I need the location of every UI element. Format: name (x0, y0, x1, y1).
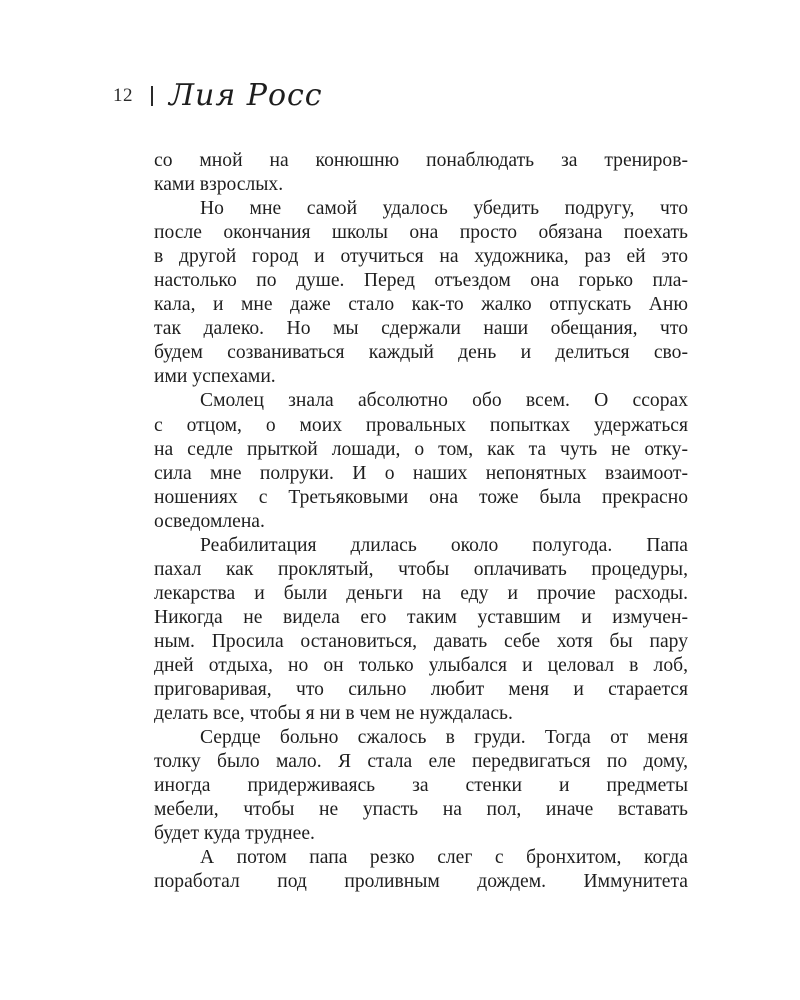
text-line: приговаривая, что сильно любит меня и старается (154, 679, 688, 701)
text-line: ным. Просила остановиться, давать себе хотя бы пару (154, 630, 688, 652)
text-line: Сердце больно сжалось в груди. Тогда от меня (200, 727, 688, 749)
text-line: делать все, чтобы я ни в чем не нуждалась. (154, 703, 513, 725)
text-line: со мной на конюшню понаблюдать за трениров- (154, 150, 688, 171)
running-header (113, 76, 323, 116)
text-line: иногда придерживаясь за стенки и предметы (154, 775, 688, 797)
header-separator (151, 86, 153, 106)
text-line: поработал под проливным дождем. Иммунитета (154, 871, 688, 893)
text-line: ношениях с Третьяковыми она тоже была прекрасно (154, 486, 688, 508)
text-line: после окончания школы она просто обязана поехать (154, 222, 688, 244)
text-line: настолько по душе. Перед отъездом она горько пла- (154, 270, 688, 292)
text-line: Но мне самой удалось убедить подругу, что (200, 198, 688, 220)
text-line: кала, и мне даже стало как-то жалко отпускать Аню (154, 294, 688, 316)
text-line: осведомлена. (154, 510, 265, 532)
text-line: на седле прыткой лошади, о том, как та чуть не отку- (154, 438, 688, 460)
text-line: дней отдыха, но он только улыбался и целовал в лоб, (154, 654, 688, 676)
text-line: Никогда не видела его таким уставшим и измучен- (154, 606, 688, 628)
text-line: в другой город и отучиться на художника, раз ей это (154, 246, 688, 268)
author-name: Лия Росс (169, 78, 323, 113)
text-line: толку было мало. Я стала еле передвигаться по дому, (154, 751, 688, 773)
text-line: А потом папа резко слег с бронхитом, когда (200, 847, 688, 869)
body-text (154, 149, 688, 894)
text-line: Реабилитация длилась около полугода. Папа (200, 534, 688, 556)
text-line: так далеко. Но мы сдержали наши обещания, что (154, 318, 688, 340)
text-line: ими успехами. (154, 366, 276, 388)
text-line: лекарства и были деньги на еду и прочие расходы. (154, 582, 688, 604)
text-line: мебели, чтобы не упасть на пол, иначе вставать (154, 799, 688, 821)
text-line: Смолец знала абсолютно обо всем. О ссорах (200, 390, 688, 412)
text-line: будет куда труднее. (154, 823, 315, 845)
text-line: пахал как проклятый, чтобы оплачивать процедуры, (154, 558, 688, 580)
text-line: сила мне полруки. И о наших непонятных взаимоот- (154, 462, 688, 484)
text-line: ками взрослых. (154, 174, 284, 196)
text-line: с отцом, о моих провальных попытках удержаться (154, 414, 688, 436)
page-number: 12 (113, 85, 133, 106)
text-line: будем созваниваться каждый день и делиться сво- (154, 342, 688, 364)
